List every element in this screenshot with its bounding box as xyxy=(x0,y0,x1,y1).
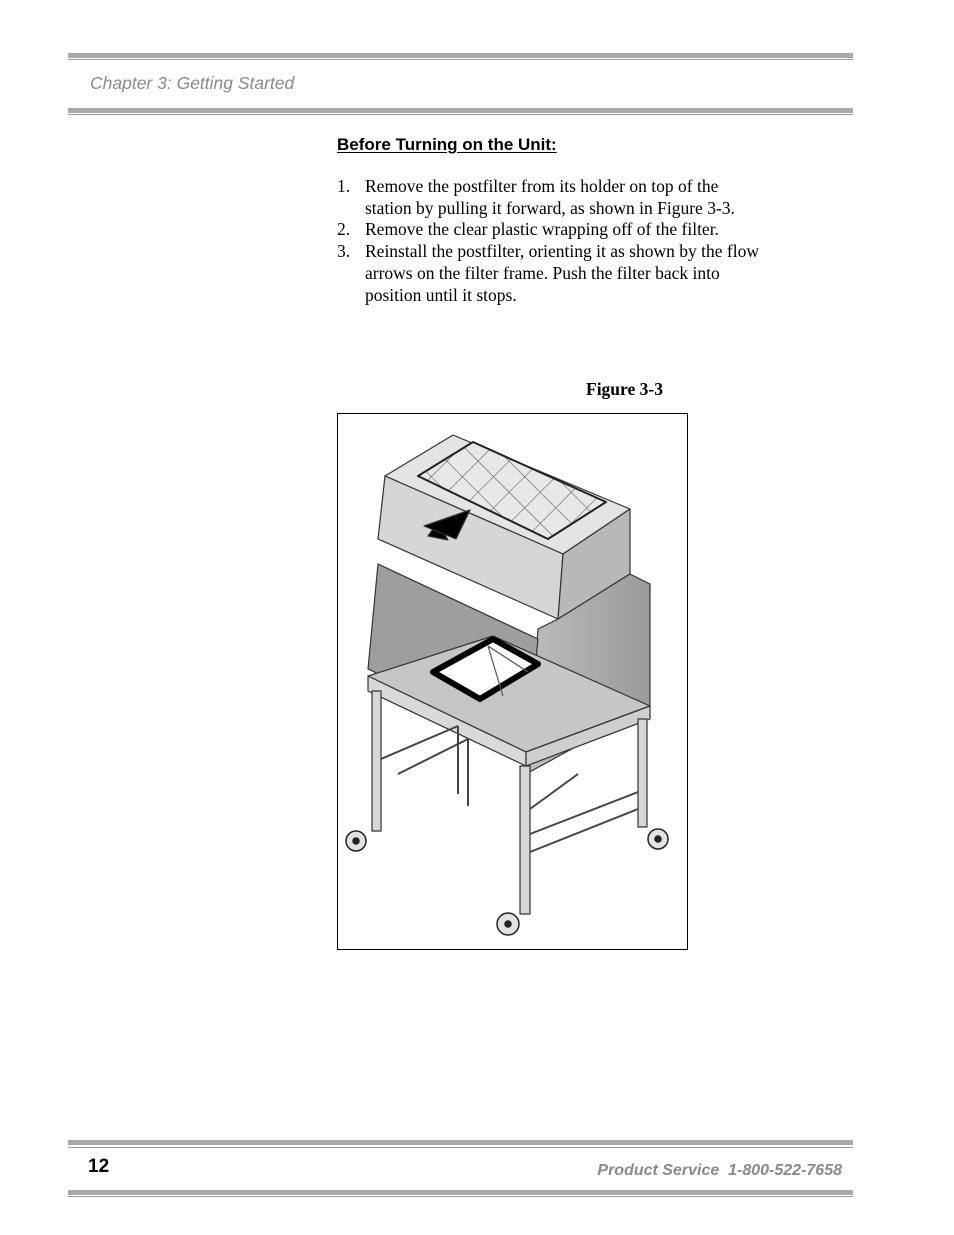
chapter-header: Chapter 3: Getting Started xyxy=(90,73,295,93)
leg-front-left xyxy=(372,691,381,831)
instruction-list xyxy=(337,176,767,306)
figure-illustration xyxy=(337,413,688,950)
list-item xyxy=(337,219,767,241)
casters xyxy=(346,829,668,935)
section-heading: Before Turning on the Unit: xyxy=(337,135,557,154)
footer-rule-bottom-thin xyxy=(68,1196,853,1197)
step-text: Reinstall the postfilter, orienting it as shown by the flow arrows on the filter frame. Push the filter back into position until it stops. xyxy=(365,241,759,305)
step-number: 1. xyxy=(337,176,351,196)
footer-rule-bottom xyxy=(68,1190,853,1195)
workstation-illustration xyxy=(338,414,689,951)
footer-rule-top xyxy=(68,1140,853,1145)
step-text: Remove the postfilter from its holder on top of the station by pulling it forward, as shown in Figure 3-3. xyxy=(365,176,735,218)
step-number: 2. xyxy=(337,219,351,240)
list-item xyxy=(337,176,767,219)
page-number: 12 xyxy=(88,1156,110,1177)
leg-front-right xyxy=(520,766,530,914)
product-service-phone: Product Service 1-800-522-7658 xyxy=(597,1162,842,1179)
step-text: Remove the clear plastic wrapping off of the filter. xyxy=(365,219,719,240)
header-rule-bottom xyxy=(68,108,853,113)
list-item xyxy=(337,241,767,306)
step-number: 3. xyxy=(337,241,351,262)
header-rule-top-thin xyxy=(68,59,853,60)
header-rule-bottom-thin xyxy=(68,114,853,115)
leg-back-right xyxy=(638,719,647,827)
footer-rule-top-thin xyxy=(68,1147,853,1148)
header-rule-top xyxy=(68,53,853,58)
figure-caption: Figure 3-3 xyxy=(586,379,663,399)
